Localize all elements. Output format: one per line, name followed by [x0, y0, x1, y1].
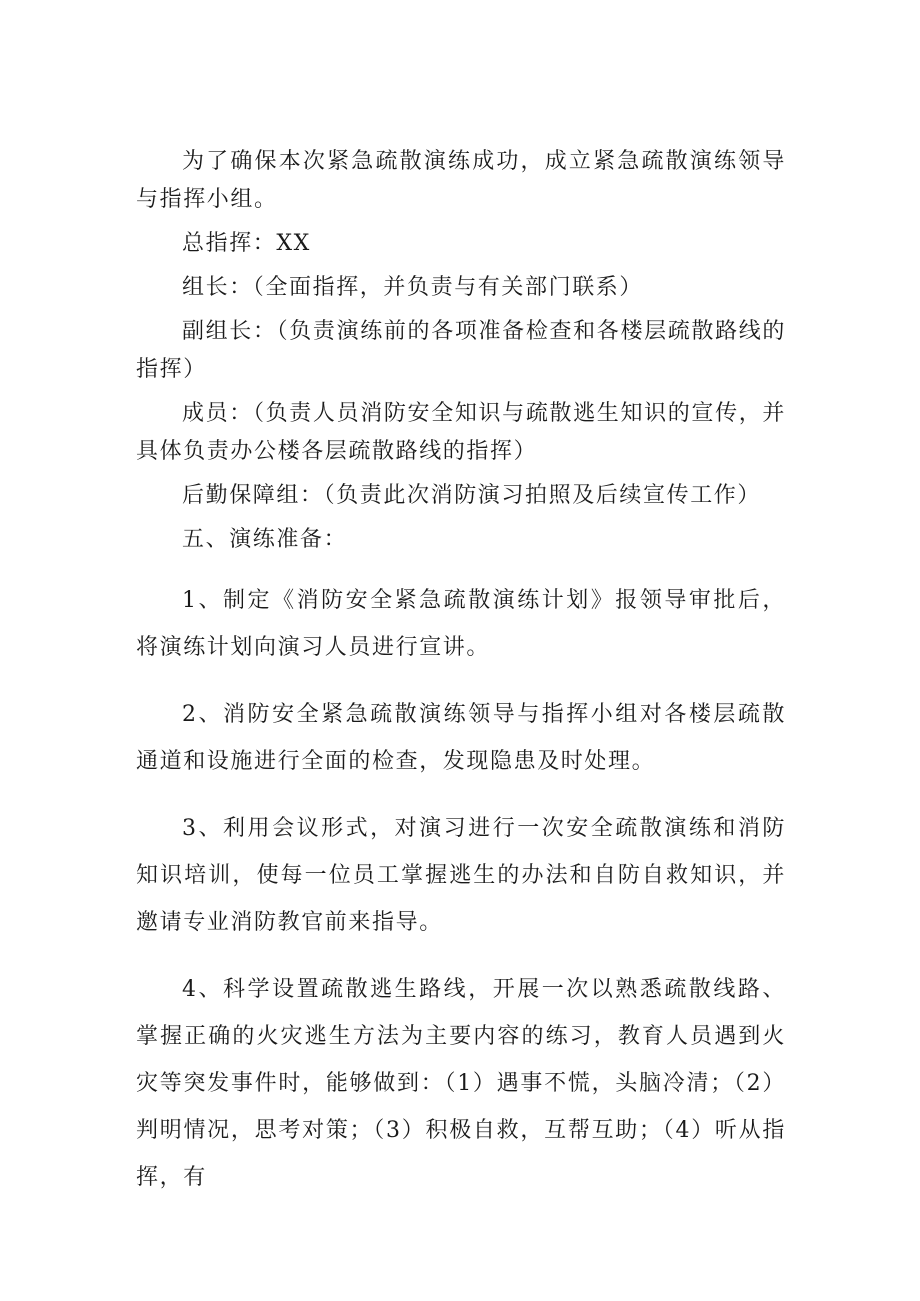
paragraph-logistics: 后勤保障组：（负责此次消防演习拍照及后续宣传工作） [182, 483, 762, 508]
paragraph-item-3: 3、利用会议形式，对演习进行一次安全疏散演练和消防知识培训，使每一位员工掌握逃生的办法和自防自救知识，并邀请专业消防教官前来指导。 [136, 816, 786, 935]
paragraph-members: 成员：（负责人员消防安全知识与疏散逃生知识的宣传，并具体负责办公楼各层疏散路线的指挥） [136, 401, 786, 464]
paragraph-item-2: 2、消防安全紧急疏散演练领导与指挥小组对各楼层疏散通道和设施进行全面的检查，发现隐患及时处理。 [136, 702, 786, 774]
paragraph-item-1: 1、制定《消防安全紧急疏散演练计划》报领导审批后，将演练计划向演习人员进行宣讲。 [136, 588, 786, 660]
document-body [136, 143, 786, 1201]
paragraph-item-4: 4、科学设置疏散逃生路线，开展一次以熟悉疏散线路、掌握正确的火灾逃生方法为主要内容的练习，教育人员遇到火灾等突发事件时，能够做到：（1）遇事不慌，头脑冷清；（2）判明情况，思考对策；（3）积极自救，互帮互助；（4）听从指挥，有 [136, 977, 786, 1190]
paragraph-commander: 总指挥：XX [182, 231, 311, 256]
paragraph-intro: 为了确保本次紧急疏散演练成功，成立紧急疏散演练领导与指挥小组。 [136, 149, 786, 212]
paragraph-deputy-leader: 副组长：（负责演练前的各项准备检查和各楼层疏散路线的指挥） [136, 319, 786, 382]
paragraph-group-leader: 组长：（全面指挥，并负责与有关部门联系） [182, 275, 644, 300]
section-heading-preparation: 五、演练准备： [182, 527, 348, 552]
